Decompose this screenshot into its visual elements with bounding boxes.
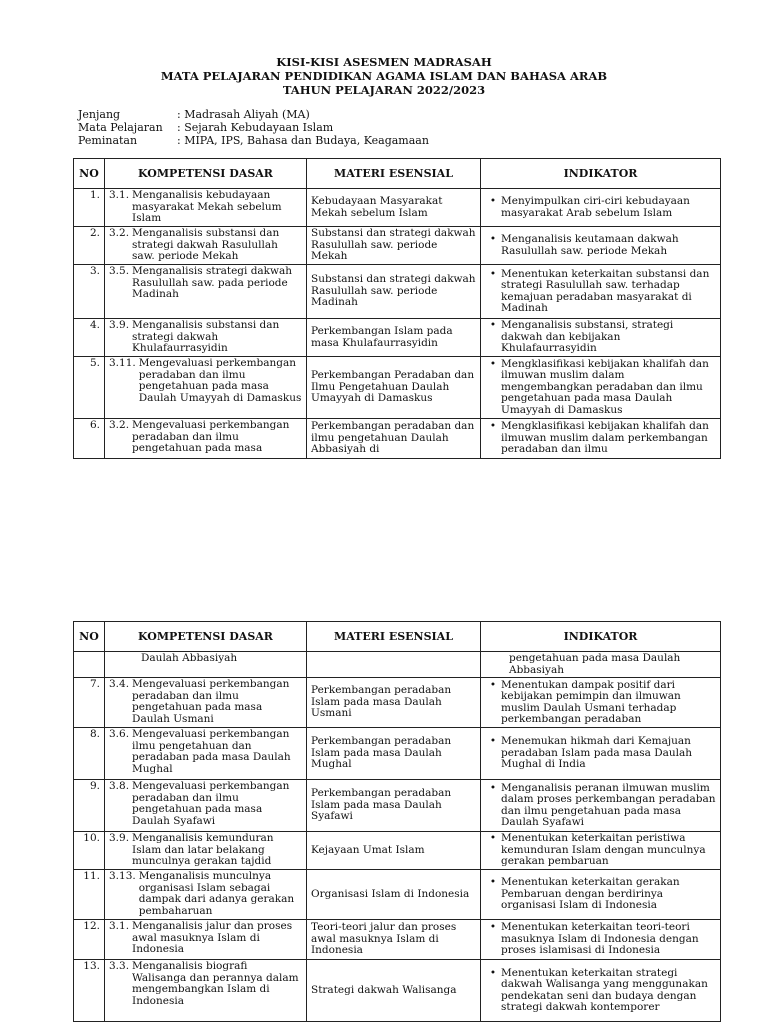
kd-text: Menganalisis substansi dan strategi dakwah Rasulullah saw. periode Mekah [132,227,280,262]
table-row [74,419,721,459]
cell-materi: Organisasi Islam di Indonesia [307,870,481,920]
cell-indikator [481,780,721,832]
table-header-row [74,159,721,189]
bullet-icon: • [489,233,497,245]
indikator-text: pengetahuan pada masa Daulah Abbasiyah [509,652,681,676]
cell-indikator [481,319,721,357]
bullet-icon: • [489,678,497,691]
cell-indikator [481,652,721,678]
kd-text: Menganalisis biografi Walisanga dan perannya dalam mengembangkan Islam di Indonesia [132,960,299,1007]
bullet-icon: • [489,195,497,207]
indikator-text: Mengklasifikasi kebijakan khalifah dan ilmuwan muslim dalam mengembangkan peradaban dan ilmu pengetahuan pada masa Daulah Umayyah di Damaskus [501,357,709,416]
bullet-icon: • [489,781,497,794]
table-row [74,265,721,319]
col-header-kd: KOMPETENSI DASAR [105,159,307,189]
bullet-icon: • [489,832,497,845]
indikator-text: Menentukan dampak positif dari kebijakan pemimpin dan ilmuwan muslim Daulah Usmani terhadap perkembangan peradaban [501,678,681,725]
kd-number: 3.2. [109,227,130,239]
cell-materi: Perkembangan peradaban Islam pada masa Daulah Mughal [307,728,481,780]
kisi-table-page1 [73,158,721,459]
cell-no: 12. [74,920,105,960]
cell-materi: Substansi dan strategi dakwah Rasulullah saw. periode Madinah [307,265,481,319]
meta-row-peminatan [78,134,429,147]
cell-kd [105,189,307,227]
cell-indikator [481,227,721,265]
indikator-text: Menemukan hikmah dari Kemajuan peradaban Islam pada masa Daulah Mughal di India [501,735,693,771]
indikator-text: Menentukan keterkaitan peristiwa kemunduran Islam dengan munculnya gerakan pembaruan [501,832,706,868]
kd-number: 3.6. [109,728,130,740]
kd-number: 3.9. [109,319,130,331]
meta-row-mapel [78,121,333,134]
kd-text: Menganalisis kebudayaan masyarakat Mekah sebelum Islam [132,189,282,224]
meta-value: : Sejarah Kebudayaan Islam [177,121,334,134]
kd-number: 3.8. [109,780,130,792]
bullet-icon: • [489,319,497,332]
table-row [74,780,721,832]
cell-kd [105,780,307,832]
kd-text: Daulah Abbasiyah [141,652,238,664]
cell-materi: Perkembangan Islam pada masa Khulafaurrasyidin [307,319,481,357]
cell-indikator [481,870,721,920]
cell-indikator [481,419,721,459]
col-header-kd: KOMPETENSI DASAR [105,622,307,652]
table-row [74,678,721,728]
cell-materi: Perkembangan Peradaban dan Ilmu Pengetahuan Daulah Umayyah di Damaskus [307,357,481,419]
kd-number: 3.13. [109,870,136,882]
bullet-icon: • [489,357,497,370]
cell-no: 8. [74,728,105,780]
cell-no: 9. [74,780,105,832]
kd-text: Mengevaluasi perkembangan peradaban dan ilmu pengetahuan pada masa Daulah Umayyah di Damaskus [138,357,302,404]
table-row [74,832,721,870]
indikator-text: Menganalisis keutamaan dakwah Rasulullah saw. periode Mekah [501,233,679,257]
cell-indikator [481,832,721,870]
bullet-icon: • [489,876,497,889]
bullet-icon: • [489,921,497,934]
kd-number: 3.11. [109,357,136,369]
indikator-text: Menentukan keterkaitan strategi dakwah Walisanga yang menggunakan pendekatan seni dan budaya dengan strategi dakwah kontemporer [501,966,708,1013]
cell-no: 10. [74,832,105,870]
col-header-no: NO [74,622,105,652]
col-header-materi: MATERI ESENSIAL [307,159,481,189]
meta-key: Peminatan [78,134,138,147]
bullet-icon: • [489,420,497,433]
cell-kd [105,357,307,419]
indikator-text: Menentukan keterkaitan teori-teori masuknya Islam di Indonesia dengan proses islamisasi di Indonesia [501,921,699,957]
cell-indikator [481,357,721,419]
indikator-text: Menganalisis peranan ilmuwan muslim dalam proses perkembangan peradaban dan ilmu pengetahuan pada masa Daulah Syafawi [501,781,716,828]
doc-year: TAHUN PELAJARAN 2022/2023 [282,83,486,97]
cell-materi: Kejayaan Umat Islam [307,832,481,870]
bullet-icon: • [489,267,497,280]
table-header-row [74,622,721,652]
cell-kd [105,920,307,960]
meta-key: Mata Pelajaran [78,121,163,134]
kd-number: 3.2. [109,419,130,431]
cell-kd [105,728,307,780]
kisi-table-page2 [73,621,721,1022]
table-row [74,870,721,920]
table-row-continuation [74,652,721,678]
table-row [74,357,721,419]
cell-materi: Perkembangan peradaban dan ilmu pengetahuan Daulah Abbasiyah di [307,419,481,459]
table-row [74,227,721,265]
cell-no: 3. [74,265,105,319]
cell-no: 5. [74,357,105,419]
cell-no: 4. [74,319,105,357]
cell-kd [105,832,307,870]
indikator-text: Menganalisis substansi, strategi dakwah dan kebijakan Khulafaurrasyidin [501,319,674,355]
kd-number: 3.4. [109,678,130,690]
meta-key: Jenjang [78,108,121,121]
table-row [74,728,721,780]
cell-kd [105,652,307,678]
cell-kd [105,870,307,920]
kd-text: Menganalisis munculnya organisasi Islam sebagai dampak dari adanya gerakan pembaharuan [138,870,295,917]
cell-indikator [481,920,721,960]
kd-text: Menganalisis kemunduran Islam dan latar belakang munculnya gerakan tajdid [132,832,274,867]
cell-indikator [481,728,721,780]
cell-no [74,652,105,678]
meta-value: : MIPA, IPS, Bahasa dan Budaya, Keagamaan [177,134,429,147]
cell-no: 13. [74,960,105,1022]
cell-materi: Kebudayaan Masyarakat Mekah sebelum Islam [307,189,481,227]
table-row [74,319,721,357]
cell-kd [105,227,307,265]
kd-number: 3.9. [109,832,130,844]
cell-no: 1. [74,189,105,227]
kd-text: Mengevaluasi perkembangan peradaban dan ilmu pengetahuan pada masa Daulah Syafawi [132,780,290,827]
cell-no: 2. [74,227,105,265]
cell-materi: Strategi dakwah Walisanga [307,960,481,1022]
meta-row-jenjang [78,108,310,121]
doc-title: KISI-KISI ASESMEN MADRASAH [276,55,492,69]
cell-materi: Perkembangan peradaban Islam pada masa Daulah Usmani [307,678,481,728]
kd-text: Menganalisis jalur dan proses awal masuknya Islam di Indonesia [132,920,293,955]
table-row [74,920,721,960]
cell-indikator [481,960,721,1022]
kd-text: Mengevaluasi perkembangan peradaban dan ilmu pengetahuan pada masa [132,419,290,454]
kd-number: 3.3. [109,960,130,972]
cell-materi: Substansi dan strategi dakwah Rasulullah saw. periode Mekah [307,227,481,265]
table-row [74,189,721,227]
kd-number: 3.1. [109,920,130,932]
kd-text: Mengevaluasi perkembangan ilmu pengetahuan dan peradaban pada masa Daulah Mughal [132,728,291,775]
kd-number: 3.1. [109,189,130,201]
cell-kd [105,960,307,1022]
col-header-indikator: INDIKATOR [481,622,721,652]
cell-kd [105,265,307,319]
indikator-text: Menyimpulkan ciri-ciri kebudayaan masyarakat Arab sebelum Islam [501,195,690,219]
cell-indikator [481,678,721,728]
bullet-icon: • [489,735,497,748]
cell-kd [105,319,307,357]
cell-materi [307,652,481,678]
col-header-indikator: INDIKATOR [481,159,721,189]
kd-text: Menganalisis strategi dakwah Rasulullah saw. pada periode Madinah [132,265,293,300]
cell-materi: Perkembangan peradaban Islam pada masa Daulah Syafawi [307,780,481,832]
cell-no: 6. [74,419,105,459]
cell-indikator [481,265,721,319]
cell-kd [105,678,307,728]
col-header-materi: MATERI ESENSIAL [307,622,481,652]
cell-no: 7. [74,678,105,728]
cell-kd [105,419,307,459]
table-row [74,960,721,1022]
bullet-icon: • [489,966,497,979]
indikator-text: Mengklasifikasi kebijakan khalifah dan ilmuwan muslim dalam perkembangan peradaban dan ilmu [501,420,709,456]
cell-indikator [481,189,721,227]
doc-subtitle: MATA PELAJARAN PENDIDIKAN AGAMA ISLAM DAN BAHASA ARAB [160,69,608,83]
kd-number: 3.5. [109,265,130,277]
cell-materi: Teori-teori jalur dan proses awal masuknya Islam di Indonesia [307,920,481,960]
meta-value: : Madrasah Aliyah (MA) [177,108,310,121]
kd-text: Menganalisis substansi dan strategi dakwah Khulafaurrasyidin [132,319,280,354]
col-header-no: NO [74,159,105,189]
cell-no: 11. [74,870,105,920]
indikator-text: Menentukan keterkaitan gerakan Pembaruan dengan berdirinya organisasi Islam di Indonesia [501,876,680,912]
indikator-text: Menentukan keterkaitan substansi dan strategi Rasulullah saw. terhadap kemajuan peradaban masyarakat di Madinah [501,267,710,314]
kd-text: Mengevaluasi perkembangan peradaban dan ilmu pengetahuan pada masa Daulah Usmani [132,678,290,725]
